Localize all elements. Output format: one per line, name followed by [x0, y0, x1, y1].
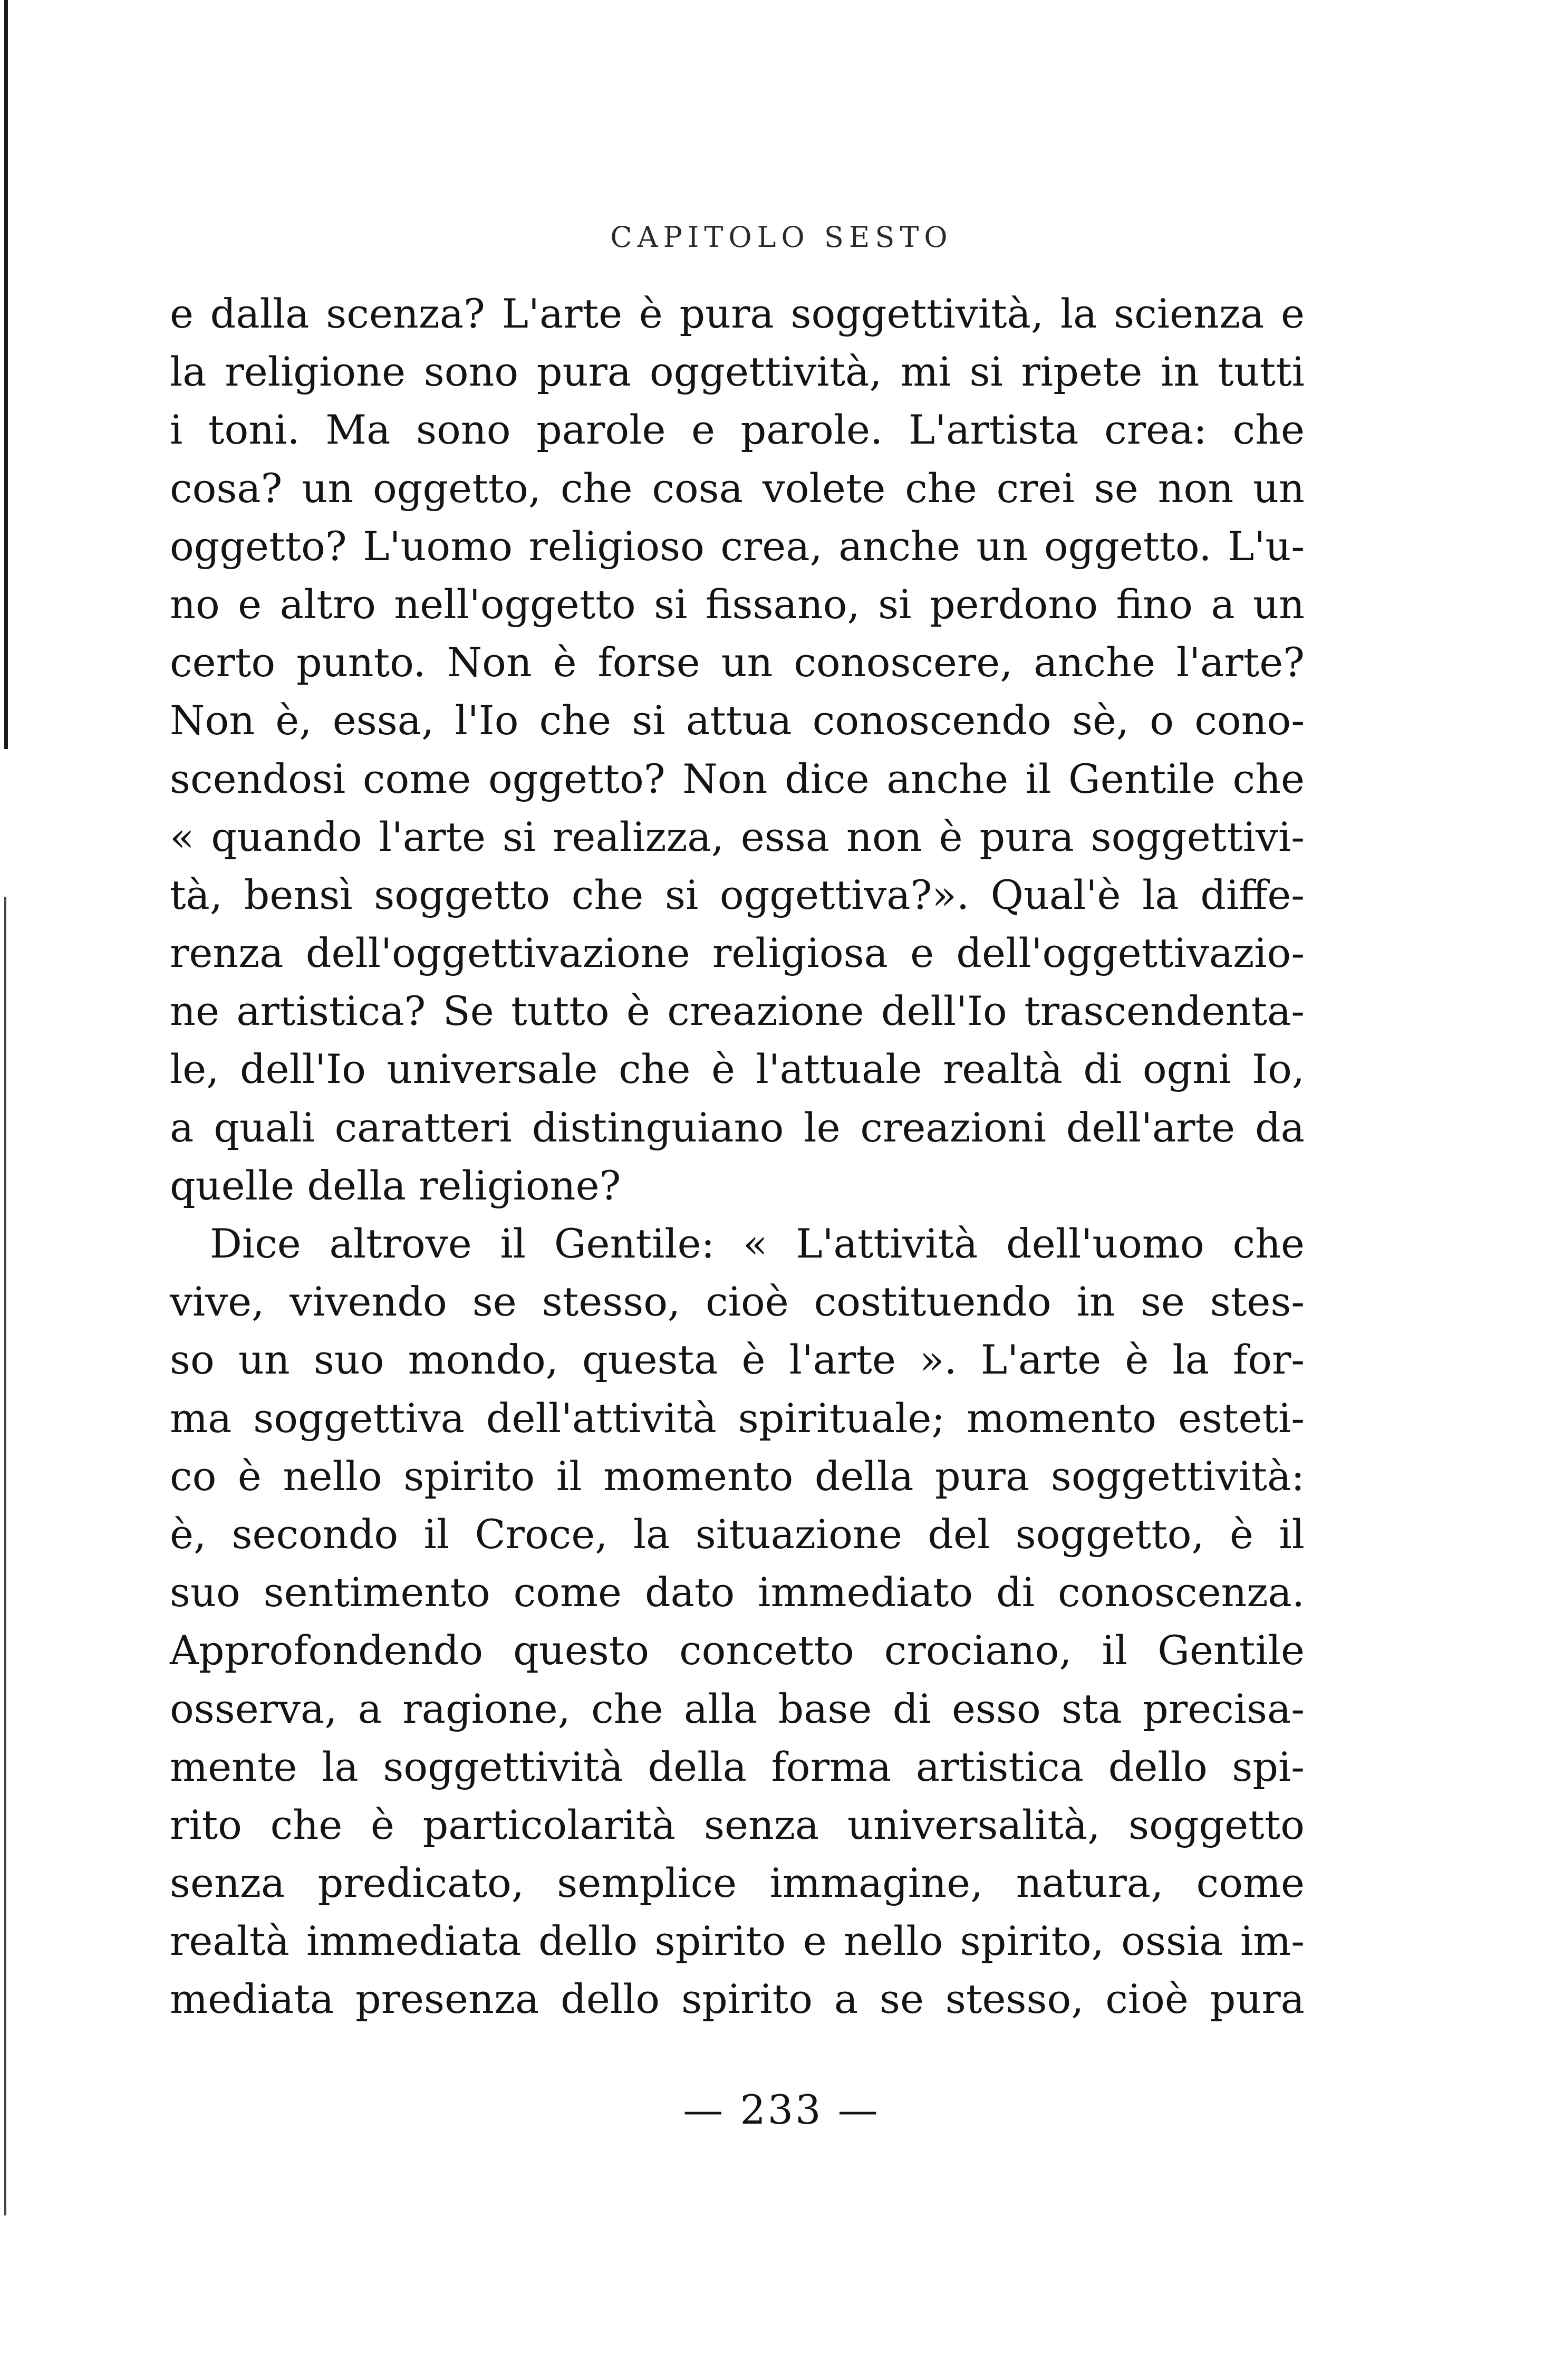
text-line: suo sentimento come dato immediato di conoscenza.: [170, 1569, 1305, 1616]
text-line: Non è, essa, l'Io che si attua conoscendo sè, o cono-: [170, 697, 1305, 744]
running-head: CAPITOLO SESTO: [610, 220, 953, 254]
body-text: [170, 285, 1305, 2029]
page-binding-edge-lower: [4, 897, 6, 2215]
text-line: la religione sono pura oggettività, mi si ripete in tutti: [170, 348, 1305, 396]
page-number: — 233 —: [683, 2086, 880, 2133]
text-line: oggetto? L'uomo religioso crea, anche un oggetto. L'u-: [170, 522, 1305, 570]
text-line: mente la soggettività della forma artistica dello spi-: [170, 1743, 1305, 1790]
text-line: ne artistica? Se tutto è creazione dell'Io trascendenta-: [170, 987, 1305, 1035]
text-line: ma soggettiva dell'attività spirituale; momento esteti-: [170, 1394, 1305, 1442]
text-line: realtà immediata dello spirito e nello spirito, ossia im-: [170, 1917, 1305, 1965]
text-line: rito che è particolarità senza universalità, soggetto: [170, 1801, 1305, 1848]
paragraph-end-line: quelle della religione?: [170, 1162, 621, 1209]
text-line: tà, bensì soggetto che si oggettiva?». Qual'è la diffe-: [170, 871, 1305, 918]
text-line: so un suo mondo, questa è l'arte ». L'arte è la for-: [170, 1336, 1305, 1384]
text-line: no e altro nell'oggetto si fissano, si perdono fino a un: [170, 580, 1305, 628]
text-line: co è nello spirito il momento della pura soggettività:: [170, 1452, 1305, 1500]
page-binding-edge: [4, 0, 8, 749]
paragraph-start-line: Dice altrove il Gentile: « L'attività dell'uomo che: [210, 1220, 1305, 1267]
text-line: è, secondo il Croce, la situazione del soggetto, è il: [170, 1510, 1305, 1558]
text-line: mediata presenza dello spirito a se stesso, cioè pura: [170, 1975, 1305, 2023]
text-line: certo punto. Non è forse un conoscere, anche l'arte?: [170, 639, 1305, 686]
text-line: senza predicato, semplice immagine, natura, come: [170, 1859, 1305, 1907]
text-line: le, dell'Io universale che è l'attuale realtà di ogni Io,: [170, 1045, 1305, 1093]
text-line: cosa? un oggetto, che cosa volete che crei se non un: [170, 464, 1305, 512]
text-line: a quali caratteri distinguiano le creazioni dell'arte da: [170, 1103, 1305, 1151]
text-line: Approfondendo questo concetto crociano, il Gentile: [170, 1627, 1305, 1674]
text-line: scendosi come oggetto? Non dice anche il Gentile che: [170, 755, 1305, 802]
text-line: i toni. Ma sono parole e parole. L'artista crea: che: [170, 406, 1305, 454]
text-line: e dalla scenza? L'arte è pura soggettività, la scienza e: [170, 290, 1305, 337]
text-line: vive, vivendo se stesso, cioè costituendo in se stes-: [170, 1278, 1305, 1326]
text-line: osserva, a ragione, che alla base di esso sta precisa-: [170, 1685, 1305, 1732]
text-line: « quando l'arte si realizza, essa non è pura soggettivi-: [170, 813, 1305, 860]
text-line: renza dell'oggettivazione religiosa e dell'oggettivazio-: [170, 929, 1305, 977]
